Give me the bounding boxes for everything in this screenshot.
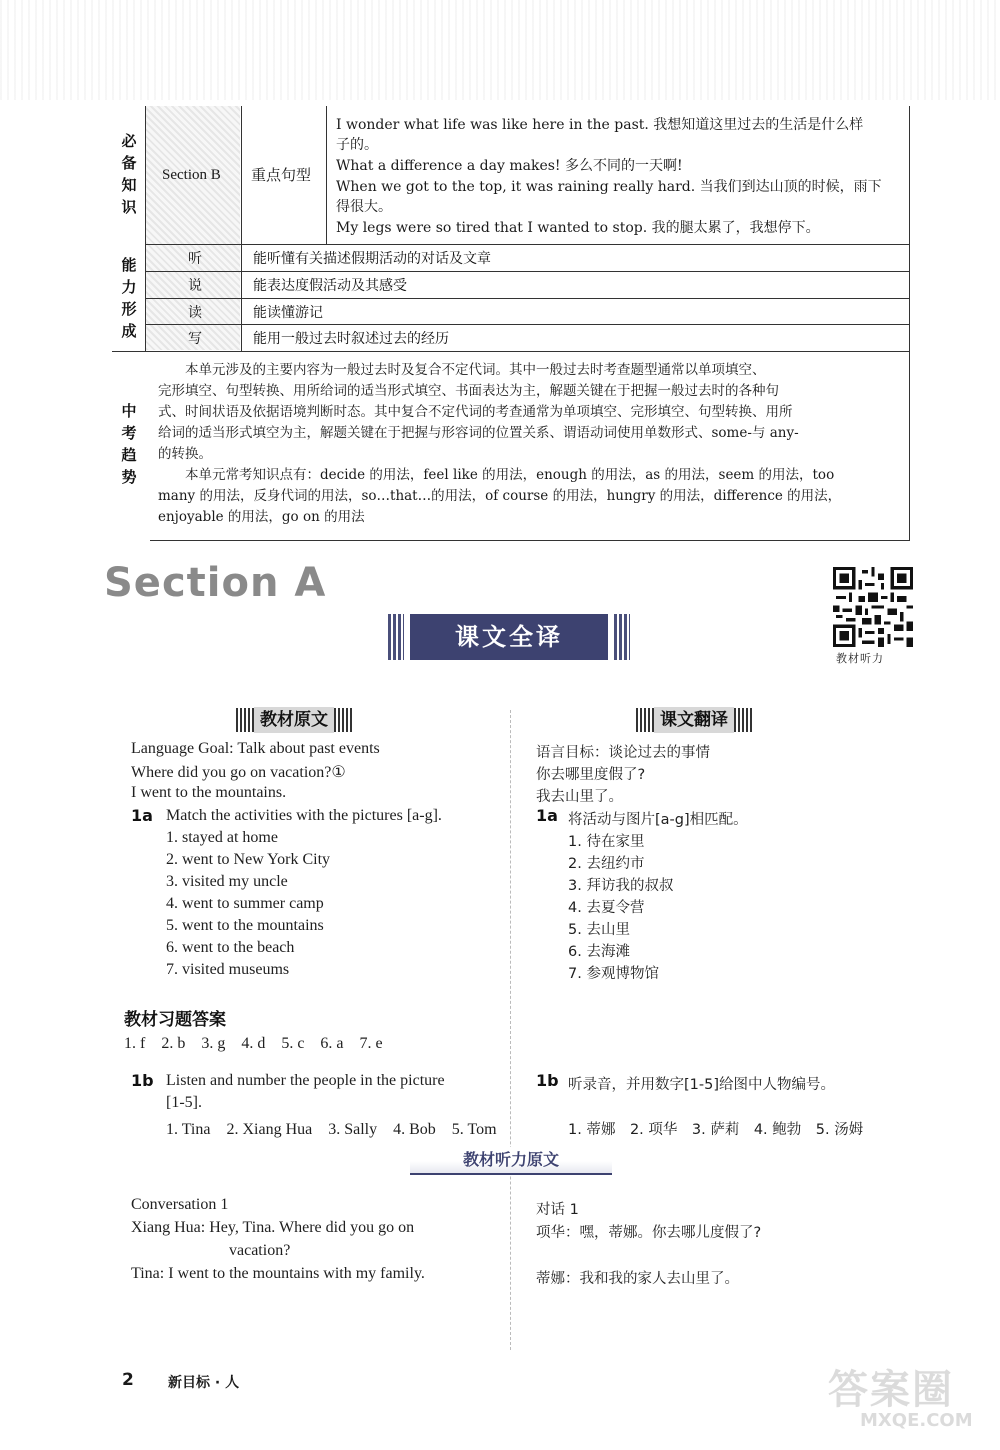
page-number: 2 bbox=[122, 1370, 134, 1390]
key-sentence-line: When we got to the top, it was raining really hard. 当我们到达山顶的时候，雨下 bbox=[336, 179, 882, 195]
activity-item-zh: 6. 去海滩 bbox=[568, 944, 630, 960]
skill-speak: 说 bbox=[188, 278, 202, 294]
activity-item-en: 3. visited my uncle bbox=[166, 873, 288, 890]
key-sentence-line: 子的。 bbox=[336, 137, 378, 153]
exercise-1b-tag: 1b bbox=[131, 1071, 154, 1090]
exam-trend-text bbox=[158, 360, 906, 528]
key-sentence-line: I wonder what life was like here in the past. 我想知道这里过去的生活是什么样 bbox=[336, 117, 864, 133]
exercise-1a-instruction: Match the activities with the pictures [a-g]. bbox=[166, 807, 442, 824]
chinese-line: 我去山里了。 bbox=[536, 789, 623, 805]
trend-line: 本单元涉及的主要内容为一般过去时及复合不定代词。其中一般过去时考查题型通常以单项填空、 bbox=[158, 362, 766, 378]
exercise-1a-instruction-zh: 将活动与图片[a-g]相匹配。 bbox=[568, 812, 748, 828]
table-rule bbox=[909, 106, 910, 540]
header-bracket-icon bbox=[734, 708, 752, 732]
chinese-line: 语言目标：谈论过去的事情 bbox=[536, 745, 710, 761]
skill-write: 写 bbox=[188, 331, 202, 347]
footer-brand: 新目标 · 人 bbox=[168, 1375, 240, 1391]
section-b-label: Section B bbox=[162, 167, 221, 183]
english-line: Language Goal: Talk about past events bbox=[131, 740, 380, 757]
activity-item-en: 1. stayed at home bbox=[166, 829, 278, 846]
trend-line: many 的用法，反身代词的用法，so…that…的用法，of course 的用法，hungry 的用法，difference 的用法， bbox=[158, 488, 842, 504]
english-line: I went to the mountains. bbox=[131, 784, 287, 801]
key-sentences-label: 重点句型 bbox=[251, 166, 312, 184]
activity-item-zh: 7. 参观博物馆 bbox=[568, 966, 659, 982]
table-rule bbox=[145, 324, 910, 325]
page-top-texture bbox=[0, 0, 1000, 100]
skill-read: 读 bbox=[188, 305, 202, 321]
skill-listen-desc: 能听懂有关描述假期活动的对话及文章 bbox=[253, 251, 491, 267]
activity-item-en: 6. went to the beach bbox=[166, 939, 295, 956]
trend-line: enjoyable 的用法，go on 的用法 bbox=[158, 509, 365, 525]
original-text-header-label: 教材原文 bbox=[254, 707, 334, 733]
activity-item-zh: 4. 去夏令营 bbox=[568, 900, 645, 916]
section-title: Section A bbox=[104, 560, 327, 606]
activity-item-en: 4. went to summer camp bbox=[166, 895, 324, 912]
trend-line: 完形填空、句型转换、用所给词的适当形式填空、书面表达为主，解题关键在于把握一般过去时的各种句 bbox=[158, 383, 779, 399]
trend-line: 本单元常考知识点有：decide 的用法，feel like 的用法，enough 的用法，as 的用法，seem 的用法，too bbox=[158, 467, 835, 483]
conversation-line-zh: 项华：嘿，蒂娜。你去哪儿度假了? bbox=[536, 1225, 762, 1241]
people-names-en: 1. Tina 2. Xiang Hua 3. Sally 4. Bob 5. Tom bbox=[166, 1121, 497, 1138]
table-rule bbox=[145, 106, 146, 351]
trend-line: 给词的适当形式填空为主，解题关键在于把握与形容词的位置关系、谓语动词使用单数形式、some-与 any- bbox=[158, 425, 799, 441]
key-sentence-line: 得很大。 bbox=[336, 199, 392, 215]
activity-item-zh: 1. 待在家里 bbox=[568, 834, 645, 850]
category-ability: 能 力 形 成 bbox=[121, 256, 137, 340]
trend-line: 式、时间状语及依据语境判断时态。其中复合不定代词的考查通常为单项填空、完形填空、句型转换、用所 bbox=[158, 404, 793, 420]
header-bracket-icon bbox=[636, 708, 654, 732]
table-rule bbox=[145, 271, 910, 272]
exercise-1b-instruction: Listen and number the people in the picture bbox=[166, 1072, 445, 1089]
english-line: Where did you go on vacation?① bbox=[131, 764, 346, 781]
conversation-line-en: vacation? bbox=[229, 1242, 291, 1259]
key-sentence-line: What a difference a day makes! 多么不同的一天啊! bbox=[336, 158, 683, 174]
activity-item-en: 5. went to the mountains bbox=[166, 917, 324, 934]
exercise-1a-tag: 1a bbox=[131, 806, 153, 825]
chinese-line: 你去哪里度假了? bbox=[536, 767, 646, 783]
table-rule bbox=[145, 298, 910, 299]
answers-text: 1. f 2. b 3. g 4. d 5. c 6. a 7. e bbox=[124, 1035, 383, 1052]
qr-caption: 教材听力 bbox=[836, 652, 884, 665]
conversation-title-en: Conversation 1 bbox=[131, 1196, 229, 1213]
table-rule bbox=[145, 244, 910, 245]
table-rule bbox=[112, 351, 910, 352]
trend-line: 的转换。 bbox=[158, 446, 212, 462]
watermark-text: 答案圈 bbox=[828, 1367, 954, 1413]
category-knowledge: 必 备 知 识 bbox=[121, 132, 137, 216]
skill-listen: 听 bbox=[188, 251, 202, 267]
conversation-title-zh: 对话 1 bbox=[536, 1202, 579, 1218]
table-rule bbox=[241, 106, 242, 351]
skill-speak-desc: 能表达度假活动及其感受 bbox=[253, 278, 407, 294]
category-trend: 中 考 趋 势 bbox=[121, 402, 137, 486]
key-sentence-line: My legs were so tired that I wanted to stop. 我的腿太累了，我想停下。 bbox=[336, 220, 820, 236]
skill-read-desc: 能读懂游记 bbox=[253, 305, 323, 321]
exercise-1b-tag-zh: 1b bbox=[536, 1071, 559, 1090]
banner-title: 课文全译 bbox=[410, 614, 608, 660]
activity-item-zh: 2. 去纽约市 bbox=[568, 856, 645, 872]
translation-header-label: 课文翻译 bbox=[654, 707, 734, 733]
people-names-zh: 1. 蒂娜 2. 项华 3. 萨莉 4. 鲍勃 5. 汤姆 bbox=[568, 1122, 864, 1138]
header-bracket-icon bbox=[236, 708, 254, 732]
skill-write-desc: 能用一般过去时叙述过去的经历 bbox=[253, 331, 449, 347]
watermark-url: MXQE.COM bbox=[860, 1410, 973, 1431]
answers-title: 教材习题答案 bbox=[124, 1010, 226, 1030]
exercise-1a-tag-zh: 1a bbox=[536, 806, 558, 825]
conversation-line-zh: 蒂娜：我和我的家人去山里了。 bbox=[536, 1271, 739, 1287]
watermark-logo bbox=[820, 1358, 990, 1438]
qr-code-icon[interactable] bbox=[833, 567, 913, 647]
activity-item-zh: 3. 拜访我的叔叔 bbox=[568, 878, 674, 894]
activity-item-zh: 5. 去山里 bbox=[568, 922, 630, 938]
original-text-header bbox=[236, 706, 352, 734]
column-divider bbox=[510, 710, 511, 1350]
listening-transcript-banner: 教材听力原文 bbox=[410, 1147, 612, 1175]
activity-item-en: 2. went to New York City bbox=[166, 851, 331, 868]
activity-item-en: 7. visited museums bbox=[166, 961, 290, 978]
exercise-1b-instruction-cont: [1-5]. bbox=[166, 1094, 202, 1111]
translation-header bbox=[636, 706, 752, 734]
conversation-line-en: Tina: I went to the mountains with my family. bbox=[131, 1265, 425, 1282]
exercise-1b-instruction-zh: 听录音，并用数字[1-5]给图中人物编号。 bbox=[568, 1077, 835, 1093]
banner-stripes-left bbox=[388, 614, 404, 660]
table-rule bbox=[326, 106, 327, 244]
conversation-line-en: Xiang Hua: Hey, Tina. Where did you go on bbox=[131, 1219, 415, 1236]
header-bracket-icon bbox=[334, 708, 352, 732]
translation-banner bbox=[388, 614, 630, 660]
banner-stripes-right bbox=[614, 614, 630, 660]
table-rule bbox=[150, 540, 910, 541]
